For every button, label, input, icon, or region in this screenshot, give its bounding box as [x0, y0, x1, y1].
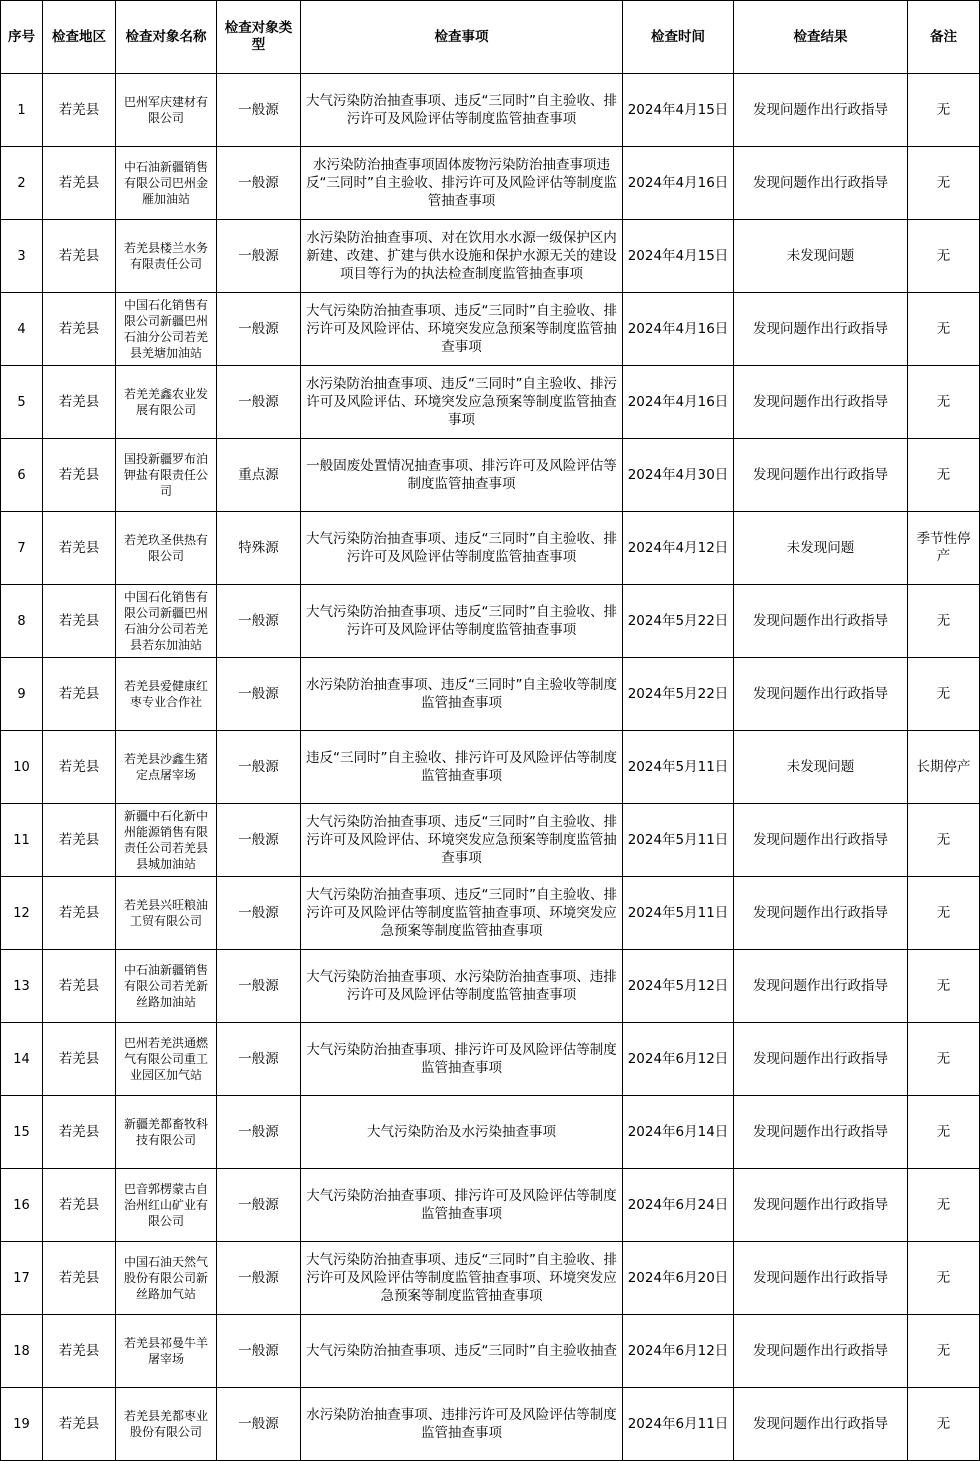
- cell-area: 若羌县: [43, 804, 116, 877]
- cell-source-type: 一般源: [217, 366, 301, 439]
- cell-area: 若羌县: [43, 658, 116, 731]
- cell-result: 发现问题作出行政指导: [734, 585, 908, 658]
- header-result: 检查结果: [734, 1, 908, 74]
- cell-company-name: 若羌县沙鑫生猪定点屠宰场: [116, 731, 217, 804]
- cell-note: 无: [908, 147, 980, 220]
- table-row: [1, 74, 980, 147]
- table-row: [1, 1388, 980, 1461]
- cell-area: 若羌县: [43, 366, 116, 439]
- cell-company-name: 若羌县祁曼牛羊屠宰场: [116, 1315, 217, 1388]
- table-row: [1, 1023, 980, 1096]
- cell-result: 未发现问题: [734, 512, 908, 585]
- cell-note: 无: [908, 220, 980, 293]
- cell-source-type: 一般源: [217, 1242, 301, 1315]
- header-name: 检查对象名称: [116, 1, 217, 74]
- cell-source-type: 一般源: [217, 147, 301, 220]
- cell-company-name: 若羌羌鑫农业发展有限公司: [116, 366, 217, 439]
- cell-no: 12: [1, 877, 43, 950]
- cell-result: 发现问题作出行政指导: [734, 293, 908, 366]
- cell-result: 发现问题作出行政指导: [734, 658, 908, 731]
- cell-inspection-items: 大气污染防治抽查事项、违反“三同时”自主验收、排污许可及风险评估等制度监管抽查事项、环境突发应急预案等制度监管抽查事项: [301, 877, 623, 950]
- cell-area: 若羌县: [43, 74, 116, 147]
- cell-no: 5: [1, 366, 43, 439]
- cell-area: 若羌县: [43, 220, 116, 293]
- cell-result: 发现问题作出行政指导: [734, 950, 908, 1023]
- cell-company-name: 巴音郭楞蒙古自治州红山矿业有限公司: [116, 1169, 217, 1242]
- cell-inspection-items: 大气污染防治及水污染抽查事项: [301, 1096, 623, 1169]
- cell-inspection-date: 2024年4月15日: [623, 220, 734, 293]
- cell-result: 发现问题作出行政指导: [734, 1242, 908, 1315]
- cell-company-name: 若羌玖圣供热有限公司: [116, 512, 217, 585]
- cell-area: 若羌县: [43, 1242, 116, 1315]
- cell-inspection-date: 2024年5月11日: [623, 804, 734, 877]
- cell-note: 无: [908, 439, 980, 512]
- cell-result: 发现问题作出行政指导: [734, 804, 908, 877]
- cell-inspection-items: 水污染防治抽查事项、违反“三同时”自主验收等制度监管抽查事项: [301, 658, 623, 731]
- table-row: [1, 439, 980, 512]
- cell-company-name: 若羌县楼兰水务有限责任公司: [116, 220, 217, 293]
- table-row: [1, 366, 980, 439]
- cell-company-name: 国投新疆罗布泊钾盐有限责任公司: [116, 439, 217, 512]
- table-row: [1, 220, 980, 293]
- cell-inspection-items: 水污染防治抽查事项、违反“三同时”自主验收、排污许可及风险评估、环境突发应急预案等制度监管抽查事项: [301, 366, 623, 439]
- cell-inspection-date: 2024年5月11日: [623, 731, 734, 804]
- cell-result: 发现问题作出行政指导: [734, 877, 908, 950]
- cell-inspection-items: 违反“三同时”自主验收、排污许可及风险评估等制度监管抽查事项: [301, 731, 623, 804]
- cell-source-type: 一般源: [217, 293, 301, 366]
- cell-result: 发现问题作出行政指导: [734, 1388, 908, 1461]
- cell-company-name: 新疆羌都畜牧科技有限公司: [116, 1096, 217, 1169]
- cell-result: 未发现问题: [734, 731, 908, 804]
- cell-inspection-items: 大气污染防治抽查事项、排污许可及风险评估等制度监管抽查事项: [301, 1023, 623, 1096]
- cell-inspection-items: 一般固废处置情况抽查事项、排污许可及风险评估等制度监管抽查事项: [301, 439, 623, 512]
- cell-no: 14: [1, 1023, 43, 1096]
- cell-note: 无: [908, 74, 980, 147]
- cell-inspection-date: 2024年6月12日: [623, 1315, 734, 1388]
- cell-note: 长期停产: [908, 731, 980, 804]
- cell-no: 10: [1, 731, 43, 804]
- header-note: 备注: [908, 1, 980, 74]
- cell-company-name: 巴州若羌洪通燃气有限公司重工业园区加气站: [116, 1023, 217, 1096]
- cell-inspection-items: 大气污染防治抽查事项、违反“三同时”自主验收、排污许可及风险评估、环境突发应急预案等制度监管抽查事项: [301, 804, 623, 877]
- cell-source-type: 一般源: [217, 1169, 301, 1242]
- cell-source-type: 一般源: [217, 220, 301, 293]
- cell-company-name: 若羌县羌都枣业股份有限公司: [116, 1388, 217, 1461]
- cell-no: 9: [1, 658, 43, 731]
- cell-no: 18: [1, 1315, 43, 1388]
- cell-company-name: 若羌县爱健康红枣专业合作社: [116, 658, 217, 731]
- header-area: 检查地区: [43, 1, 116, 74]
- cell-inspection-date: 2024年6月20日: [623, 1242, 734, 1315]
- cell-no: 16: [1, 1169, 43, 1242]
- table-row: [1, 658, 980, 731]
- table-row: [1, 950, 980, 1023]
- cell-result: 发现问题作出行政指导: [734, 366, 908, 439]
- cell-inspection-items: 大气污染防治抽查事项、违反“三同时”自主验收、排污许可及风险评估等制度监管抽查事项: [301, 585, 623, 658]
- cell-inspection-items: 大气污染防治抽查事项、违反“三同时”自主验收、排污许可及风险评估等制度监管抽查事项、环境突发应急预案等制度监管抽查事项: [301, 1242, 623, 1315]
- cell-inspection-items: 水污染防治抽查事项固体废物污染防治抽查事项违反“三同时”自主验收、排污许可及风险评估等制度监管抽查事项: [301, 147, 623, 220]
- cell-inspection-items: 大气污染防治抽查事项、违反“三同时”自主验收、排污许可及风险评估等制度监管抽查事项: [301, 74, 623, 147]
- cell-inspection-date: 2024年4月15日: [623, 74, 734, 147]
- cell-result: 未发现问题: [734, 220, 908, 293]
- cell-area: 若羌县: [43, 1388, 116, 1461]
- table-row: [1, 585, 980, 658]
- cell-note: 无: [908, 804, 980, 877]
- table-row: [1, 731, 980, 804]
- table-header-row: [1, 1, 980, 74]
- cell-inspection-items: 大气污染防治抽查事项、违反“三同时”自主验收、排污许可及风险评估、环境突发应急预案等制度监管抽查事项: [301, 293, 623, 366]
- cell-result: 发现问题作出行政指导: [734, 147, 908, 220]
- cell-source-type: 一般源: [217, 1096, 301, 1169]
- table-row: [1, 804, 980, 877]
- cell-no: 17: [1, 1242, 43, 1315]
- cell-inspection-date: 2024年5月22日: [623, 585, 734, 658]
- cell-company-name: 新疆中石化新中州能源销售有限责任公司若羌县县城加油站: [116, 804, 217, 877]
- cell-note: 无: [908, 1169, 980, 1242]
- cell-note: 无: [908, 1388, 980, 1461]
- cell-no: 2: [1, 147, 43, 220]
- header-type: 检查对象类型: [217, 1, 301, 74]
- cell-inspection-date: 2024年5月22日: [623, 658, 734, 731]
- cell-inspection-date: 2024年5月12日: [623, 950, 734, 1023]
- table-row: [1, 147, 980, 220]
- cell-source-type: 一般源: [217, 731, 301, 804]
- cell-company-name: 中石油新疆销售有限公司巴州金雁加油站: [116, 147, 217, 220]
- cell-inspection-date: 2024年6月12日: [623, 1023, 734, 1096]
- cell-area: 若羌县: [43, 1023, 116, 1096]
- cell-area: 若羌县: [43, 731, 116, 804]
- cell-note: 无: [908, 293, 980, 366]
- cell-note: 无: [908, 1315, 980, 1388]
- cell-note: 无: [908, 1096, 980, 1169]
- cell-no: 13: [1, 950, 43, 1023]
- cell-source-type: 一般源: [217, 585, 301, 658]
- cell-source-type: 一般源: [217, 1023, 301, 1096]
- cell-inspection-date: 2024年4月30日: [623, 439, 734, 512]
- cell-source-type: 一般源: [217, 74, 301, 147]
- cell-no: 19: [1, 1388, 43, 1461]
- cell-no: 1: [1, 74, 43, 147]
- cell-note: 无: [908, 658, 980, 731]
- cell-note: 无: [908, 585, 980, 658]
- cell-source-type: 一般源: [217, 950, 301, 1023]
- cell-company-name: 巴州军庆建材有限公司: [116, 74, 217, 147]
- table-row: [1, 877, 980, 950]
- cell-inspection-items: 大气污染防治抽查事项、排污许可及风险评估等制度监管抽查事项: [301, 1169, 623, 1242]
- cell-source-type: 重点源: [217, 439, 301, 512]
- header-date: 检查时间: [623, 1, 734, 74]
- cell-area: 若羌县: [43, 293, 116, 366]
- cell-area: 若羌县: [43, 147, 116, 220]
- cell-source-type: 特殊源: [217, 512, 301, 585]
- cell-note: 无: [908, 366, 980, 439]
- cell-inspection-date: 2024年6月14日: [623, 1096, 734, 1169]
- cell-no: 15: [1, 1096, 43, 1169]
- cell-company-name: 中国石化销售有限公司新疆巴州石油分公司若羌县若东加油站: [116, 585, 217, 658]
- table-row: [1, 1315, 980, 1388]
- cell-company-name: 中石油新疆销售有限公司若羌新丝路加油站: [116, 950, 217, 1023]
- cell-inspection-date: 2024年4月16日: [623, 366, 734, 439]
- cell-source-type: 一般源: [217, 1388, 301, 1461]
- table-row: [1, 1169, 980, 1242]
- cell-no: 4: [1, 293, 43, 366]
- cell-inspection-items: 大气污染防治抽查事项、违反“三同时”自主验收抽查: [301, 1315, 623, 1388]
- cell-result: 发现问题作出行政指导: [734, 1169, 908, 1242]
- cell-result: 发现问题作出行政指导: [734, 74, 908, 147]
- table-row: [1, 293, 980, 366]
- cell-no: 6: [1, 439, 43, 512]
- cell-inspection-date: 2024年4月16日: [623, 147, 734, 220]
- cell-inspection-date: 2024年4月16日: [623, 293, 734, 366]
- cell-area: 若羌县: [43, 512, 116, 585]
- cell-result: 发现问题作出行政指导: [734, 1023, 908, 1096]
- cell-source-type: 一般源: [217, 1315, 301, 1388]
- cell-area: 若羌县: [43, 1169, 116, 1242]
- cell-inspection-date: 2024年4月12日: [623, 512, 734, 585]
- cell-area: 若羌县: [43, 1315, 116, 1388]
- cell-note: 无: [908, 1023, 980, 1096]
- table-row: [1, 1242, 980, 1315]
- header-no: 序号: [1, 1, 43, 74]
- cell-source-type: 一般源: [217, 658, 301, 731]
- cell-result: 发现问题作出行政指导: [734, 439, 908, 512]
- cell-area: 若羌县: [43, 585, 116, 658]
- cell-result: 发现问题作出行政指导: [734, 1315, 908, 1388]
- cell-inspection-items: 大气污染防治抽查事项、违反“三同时”自主验收、排污许可及风险评估等制度监管抽查事项: [301, 512, 623, 585]
- cell-no: 7: [1, 512, 43, 585]
- cell-area: 若羌县: [43, 439, 116, 512]
- cell-company-name: 若羌县兴旺粮油工贸有限公司: [116, 877, 217, 950]
- cell-company-name: 中国石油天然气股份有限公司新丝路加气站: [116, 1242, 217, 1315]
- cell-inspection-items: 大气污染防治抽查事项、水污染防治抽查事项、违排污许可及风险评估等制度监管抽查事项: [301, 950, 623, 1023]
- cell-inspection-items: 水污染防治抽查事项、违排污许可及风险评估等制度监管抽查事项: [301, 1388, 623, 1461]
- cell-source-type: 一般源: [217, 877, 301, 950]
- table-row: [1, 1096, 980, 1169]
- cell-no: 3: [1, 220, 43, 293]
- cell-no: 8: [1, 585, 43, 658]
- table-row: [1, 512, 980, 585]
- table-body: [1, 74, 980, 1461]
- cell-company-name: 中国石化销售有限公司新疆巴州石油分公司若羌县羌塘加油站: [116, 293, 217, 366]
- cell-area: 若羌县: [43, 1096, 116, 1169]
- cell-inspection-date: 2024年6月11日: [623, 1388, 734, 1461]
- cell-area: 若羌县: [43, 950, 116, 1023]
- cell-inspection-date: 2024年6月24日: [623, 1169, 734, 1242]
- cell-inspection-date: 2024年5月11日: [623, 877, 734, 950]
- cell-no: 11: [1, 804, 43, 877]
- cell-area: 若羌县: [43, 877, 116, 950]
- cell-note: 无: [908, 950, 980, 1023]
- cell-note: 季节性停产: [908, 512, 980, 585]
- cell-inspection-items: 水污染防治抽查事项、对在饮用水水源一级保护区内新建、改建、扩建与供水设施和保护水源无关的建设项目等行为的执法检查制度监管抽查事项: [301, 220, 623, 293]
- header-items: 检查事项: [301, 1, 623, 74]
- cell-source-type: 一般源: [217, 804, 301, 877]
- cell-note: 无: [908, 1242, 980, 1315]
- cell-note: 无: [908, 877, 980, 950]
- cell-result: 发现问题作出行政指导: [734, 1096, 908, 1169]
